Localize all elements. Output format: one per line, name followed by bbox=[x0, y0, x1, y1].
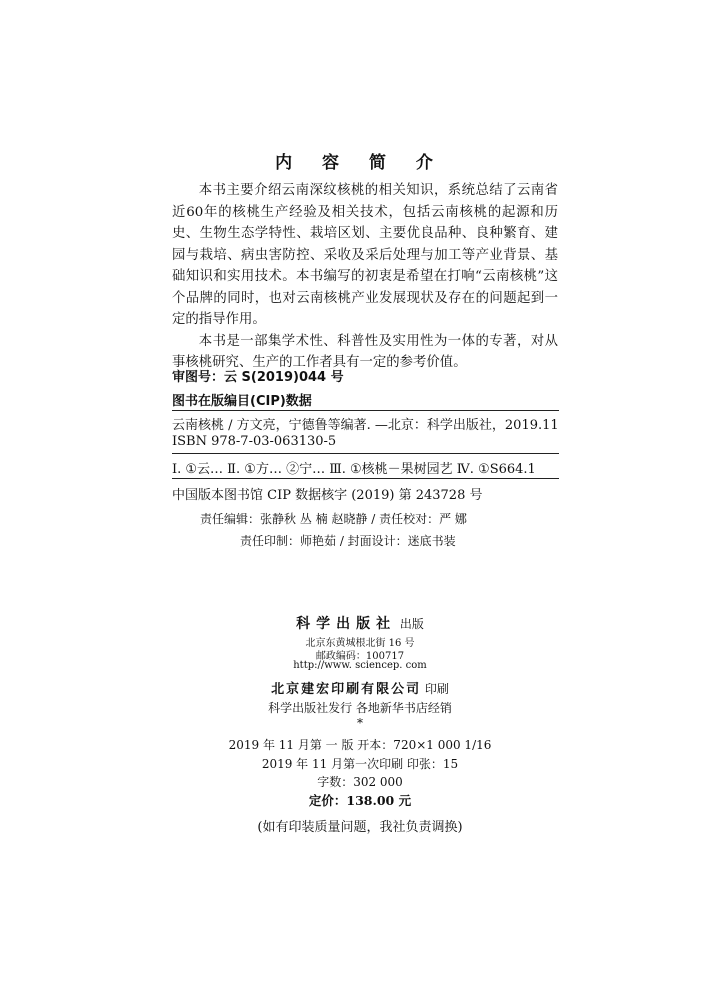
publisher-line bbox=[0, 613, 720, 633]
cip-catalog-entry: 云南核桃 / 方文亮，宁德鲁等编著. —北京：科学出版社，2019.11 bbox=[172, 418, 559, 433]
publisher-suffix: 出版 bbox=[396, 617, 424, 631]
map-review-number: 审图号：云 S(2019)044 号 bbox=[172, 370, 344, 385]
intro-paragraph-1: 本书主要介绍云南深纹核桃的相关知识，系统总结了云南省近60年的核桃生产经验及相关技术，包括云南核桃的起源和历史、生物生态学特性、栽培区划、主要优良品种、良种繁育、建园与栽培、病虫害防控、采收及采后处理与加工等产业背景、基础知识和实用技术。本书编写的初衷是希望在打响“云南核桃”这个品牌的同时，也对云南核桃产业发展现状及存在的问题起到一定的指导作用。 bbox=[172, 183, 558, 327]
intro-paragraph-2: 本书是一部集学术性、科普性及实用性为一体的专著，对从事核桃研究、生产的工作者具有一定的参考价值。 bbox=[172, 333, 558, 370]
price-line bbox=[0, 791, 720, 809]
production-line: 责任印制：师艳茹 / 封面设计：迷底书装 bbox=[240, 534, 456, 548]
publisher-postcode: 邮政编码：100717 bbox=[315, 651, 405, 662]
price-label: 定价： bbox=[308, 793, 347, 808]
printing-line: 2019 年 11 月第一次印刷 印张：15 bbox=[261, 757, 459, 771]
quality-notice: (如有印装质量问题，我社负责调换) bbox=[257, 820, 463, 835]
publisher-name: 科学出版社 bbox=[296, 616, 397, 632]
divider bbox=[172, 453, 559, 454]
publisher-url: http://www. sciencep. com bbox=[293, 660, 427, 671]
divider bbox=[172, 410, 559, 411]
book-introduction bbox=[172, 180, 558, 374]
edition-line: 2019 年 11 月第 一 版 开本：720×1 000 1/16 bbox=[228, 738, 492, 752]
word-count: 字数：302 000 bbox=[317, 775, 403, 789]
price-unit: 元 bbox=[394, 793, 412, 808]
cip-isbn: ISBN 978-7-03-063130-5 bbox=[172, 434, 337, 449]
editors-line: 责任编辑：张静秋 丛 楠 赵晓静 / 责任校对：严 娜 bbox=[200, 512, 467, 526]
printer-line bbox=[0, 678, 720, 697]
page-title: 内 容 简 介 bbox=[275, 153, 445, 173]
price-value: 138.00 bbox=[346, 793, 395, 808]
publisher-address: 北京东黄城根北街 16 号 bbox=[305, 638, 415, 649]
printer-name: 北京建宏印刷有限公司 bbox=[271, 682, 422, 697]
divider bbox=[172, 478, 559, 479]
printer-suffix: 印刷 bbox=[421, 682, 449, 696]
separator-star: * bbox=[357, 716, 363, 730]
distribution-line: 科学出版社发行 各地新华书店经销 bbox=[268, 701, 452, 715]
cip-heading: 图书在版编目(CIP)数据 bbox=[172, 394, 312, 409]
cip-record-number: 中国版本图书馆 CIP 数据核字 (2019) 第 243728 号 bbox=[172, 488, 483, 503]
cip-classification: Ⅰ. ①云… Ⅱ. ①方… ②宁… Ⅲ. ①核桃－果树园艺 Ⅳ. ①S664.1 bbox=[172, 462, 536, 477]
